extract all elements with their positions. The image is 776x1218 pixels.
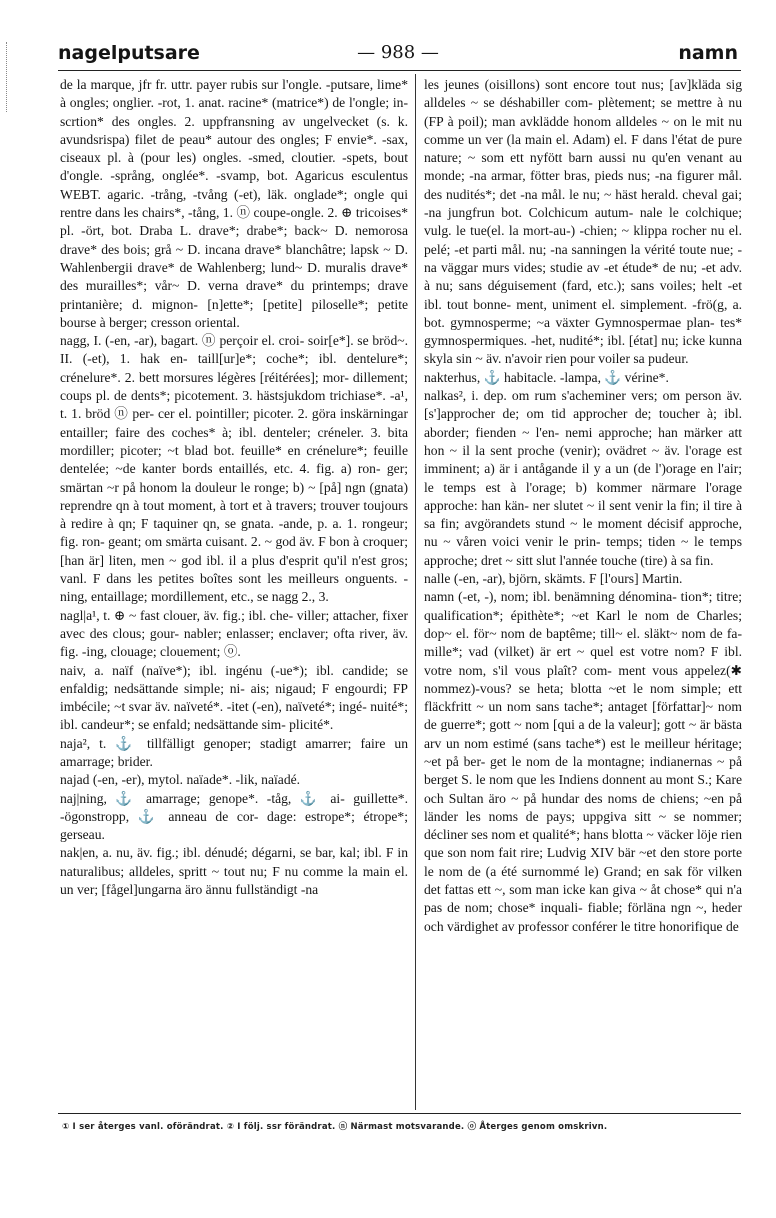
entry-nalkas: nalkas², i. dep. om rum s'acheminer vers; om person äv. [s']approcher de; om tid approcher de; toucher à; ibl. aborder; fienden ~ l'en- nemi approche; han märker att hon ~ il la sent proche (venir); ovädret ~ äv. l'orage est imminent; a) är i antågande il y a un (de l')orage en l'air; le temps est à l'orage; b) kommer närmare l'orage approche: han kän- ner slutet ~ il sent venir la fin; il tire à sa fin; avgörandets stund ~ le moment décisif approche, nu ~ våren voici venir le prin- temps; tiden ~ le temps approche; dret ~ sitt slut l'année touche (tire) à sa fin. <box>424 388 742 568</box>
page-header <box>58 42 738 70</box>
entry-najning: naj|ning, ⚓ amarrage; genope*. -tåg, ⚓ ai- guillette*. -ögonstropp, ⚓ anneau de cor- dage: estrope*; étrope*; gerseau. <box>60 790 408 843</box>
entry-nakterhus: nakterhus, ⚓ habitacle. -lampa, ⚓ vérine*. <box>424 369 669 385</box>
footer-rule <box>58 1113 741 1114</box>
entry-nagla: nagl|a¹, t. ⊕ ~ fast clouer, äv. fig.; ibl. che- viller; attacher, fixer avec des clous; gour- nabler; enlasser; enclaver; ofta river, äv. fig. -ing, clouage; clouement; ⓞ. <box>60 607 408 660</box>
left-running-head: nagelputsare <box>58 42 200 64</box>
left-column <box>60 76 408 899</box>
entry-nalle: nalle (-en, -ar), björn, skämts. F [l'ours] Martin. <box>424 571 683 587</box>
footnote-legend: ① I ser återges vanl. oförändrat. ② I följ. ssr förändrat. ⓝ Närmast motsvarande. ⓞ Återges genom omskrivn. <box>62 1122 608 1132</box>
entry-naiv: naiv, a. naïf (naïve*); ibl. ingénu (-ue*); ibl. candide; se enfaldig; nedsättande simple; ni- ais; nigaud; F engourdi; FP imbécile; ~t svar äv. naïveté*. -itet (-en), naïveté*; ingé- nuité*; ibl. candeur*; se enfald; nedsättande sim- plicité*. <box>60 662 408 733</box>
column-divider <box>415 74 416 1110</box>
entry-naja: naja², t. ⚓ tillfälligt genoper; stadigt amarrer; faire un amarrage; brider. <box>60 735 408 769</box>
right-column <box>424 76 742 936</box>
entry-naken-continued: les jeunes (oisillons) sont encore tout nus; [av]kläda sig alldeles ~ se déshabiller com- plètement; se mettre à nu (FP à poil); man avklädde honom alldeles ~ on le mit nu comme un ver (la main el. Adam) el. F dans l'état de pure nature; ~ som ett nyfött barn aussi nu qu'en venant au monde; -na armar, fötter bras, pieds nus; -na figurer mål. des nudités*; det -na mål. le nu; ~ häst herald. cheval gai; -na jungfrun bot. Colchicum autum- nale le colchique; vulg. le tue(el. la mort-au-) -chien; ~ klippa rocher nu el. pelé; -et parti mål. nu; -na sanningen la vérité toute nue; -na väggar murs vides; studie av -et étude* de nu; -et adv. à nu; sans déguisement (fard, etc.); sans voiles; helt -et ibl. tout bonne- ment, uniment el. simplement. -frö(g, a. bot. gymnosperme; ~a växter Gymnospermae plan- tes* gymnospermiques. -het, nudité*; ibl. [état] nu; icke kunna skyla sin ~ äv. n'avoir rien pour voiler sa pudeur. <box>424 77 742 367</box>
entry-nagel-continued: de la marque, jfr fr. uttr. payer rubis sur l'ongle. -putsare, lime* à ongles; onglier. -rot, 1. anat. racine* (matrice*) de l'ongle; in- scrtion* des ongles. 2. uppfransning av ungelvecket (s. k. avundsrispa) filet de peau* autour des ongles; F envie*. -sax, ciseaux pl. à (pour les) ongles. -smed, cloutier. -spets, bout d'ongle. -språng, onglée*. -svamp, bot. Agaricus esculentus WEBT. agaric. -trång, -tvång (-et), läk. onglade*; ongle qui rentre dans les chairs*, -tång, 1. ⓝ coupe-ongle. 2. ⊕ tricoises* pl. -ört, bot. Draba L. drave*; drabe*; back~ D. nemorosa drave* des bois; grå ~ D. incana drave* blanchâtre; lapsk ~ D. Wahlenbergii drave* de Wahlenberg; lund~ D. muralis drave* des murailles*; vår~ D. verna drave* du printemps; drave printanière; d. mignon- [n]ette*; [petite] piloselle*; petite bourse à berger; cresson oriental. <box>60 77 408 330</box>
entry-najad: najad (-en, -er), mytol. naïade*. -lik, naïadé. <box>60 772 301 788</box>
page-number: — 988 — <box>357 42 439 63</box>
header-rule <box>58 70 741 71</box>
entry-nagg: nagg, I. (-en, -ar), bagart. ⓝ perçoir el. croi- soir[e*]. se bröd~. II. (-et), 1. hak en- taill[ur]e*; coche*; ibl. dentelure*; crénelure*. 2. bett morsures légères [réitérées]; mor- dillement; coups pl. de dents*; picotement. 3. hästsjukdom trichiase*. -a¹, t. 1. bröd ⓝ per- cer el. pointiller; picoter. 2. göra inskärningar entailler; faire des coches* à; ibl. denteler; créneler. 3. bita mordiller; picoter; ~t blad bot. feuille* en crénelure*; feuille dentelée; ~de kanter bords entaillés, etc. 4. fig. a) ron- ger; smärtan ~r på honom la douleur le ronge; b) ~ [på] ngn (gnata) reprendre qn à tout moment, à tort et à travers; trouver toujours à redire à qn; F taquiner qn, se gnata. -ande, p. a. 1. rongeur; fig. ron- geant; om smärta cuisant. 2. ~ god äv. F bon à croquer; [han är] liten, men ~ god ibl. il a plus d'esprit qu'il n'est gros; vanl. F dans les petites boîtes sont les meilleurs onguents. -ning, entaillage; mordillement, etc., se nagg 2., 3. <box>60 333 408 605</box>
right-running-head: namn <box>678 42 738 64</box>
entry-naken: nak|en, a. nu, äv. fig.; ibl. dénudé; dégarni, se bar, kal; ibl. F in naturalibus; alldeles, spritt ~ tout nu; F nu comme la main el. un ver; [fågel]ungarna äro ännu fullständigt -na <box>60 845 408 898</box>
page-edge-mark <box>6 42 9 112</box>
entry-namn: namn (-et, -), nom; ibl. benämning dénomina- tion*; titre; qualification*; épithète*; ~et Karl le nom de Charles; dop~ el. för~ nom de baptême; till~ el. släkt~ nom de fa- mille*; vad (vilket) är ert ~ quel est votre nom? F ibl. votre nom, s'il vous plaît? com- ment vous appelez(✱ nommez)-vous? se heta; blotta ~et le nom simple; ett fläckfritt ~ un nom sans tache*; antaget [författar]~ nom de guerre*; gott ~ nom [qui a de la valeur]; gott ~ är bästa arv un nom estimé (sans tache*) est le meilleur héritage; ~et på ber- get le nom de la montagne; indianernas ~ på berget S. le nom que les Indiens donnent au mont S.; Kare och Sultan äro ~ på hundar des noms de chiens; ~en på länder les noms de pays; uppgiva sitt ~ se nommer; décliner ses nom et qualité*; hans blotta ~ väcker löje rien que son nom fait rire; Ludvig XIV bär ~et den store porte le nom de (a été surnommé le) Grand; en sak för vilken det fattas ett ~, som man icke kan giva ~ åt chose* qui n'a pas de nom; chose* inquali- fiable; förläna ngn ~, heder och värdighet av professor conférer le titre honorifique de <box>424 589 742 934</box>
